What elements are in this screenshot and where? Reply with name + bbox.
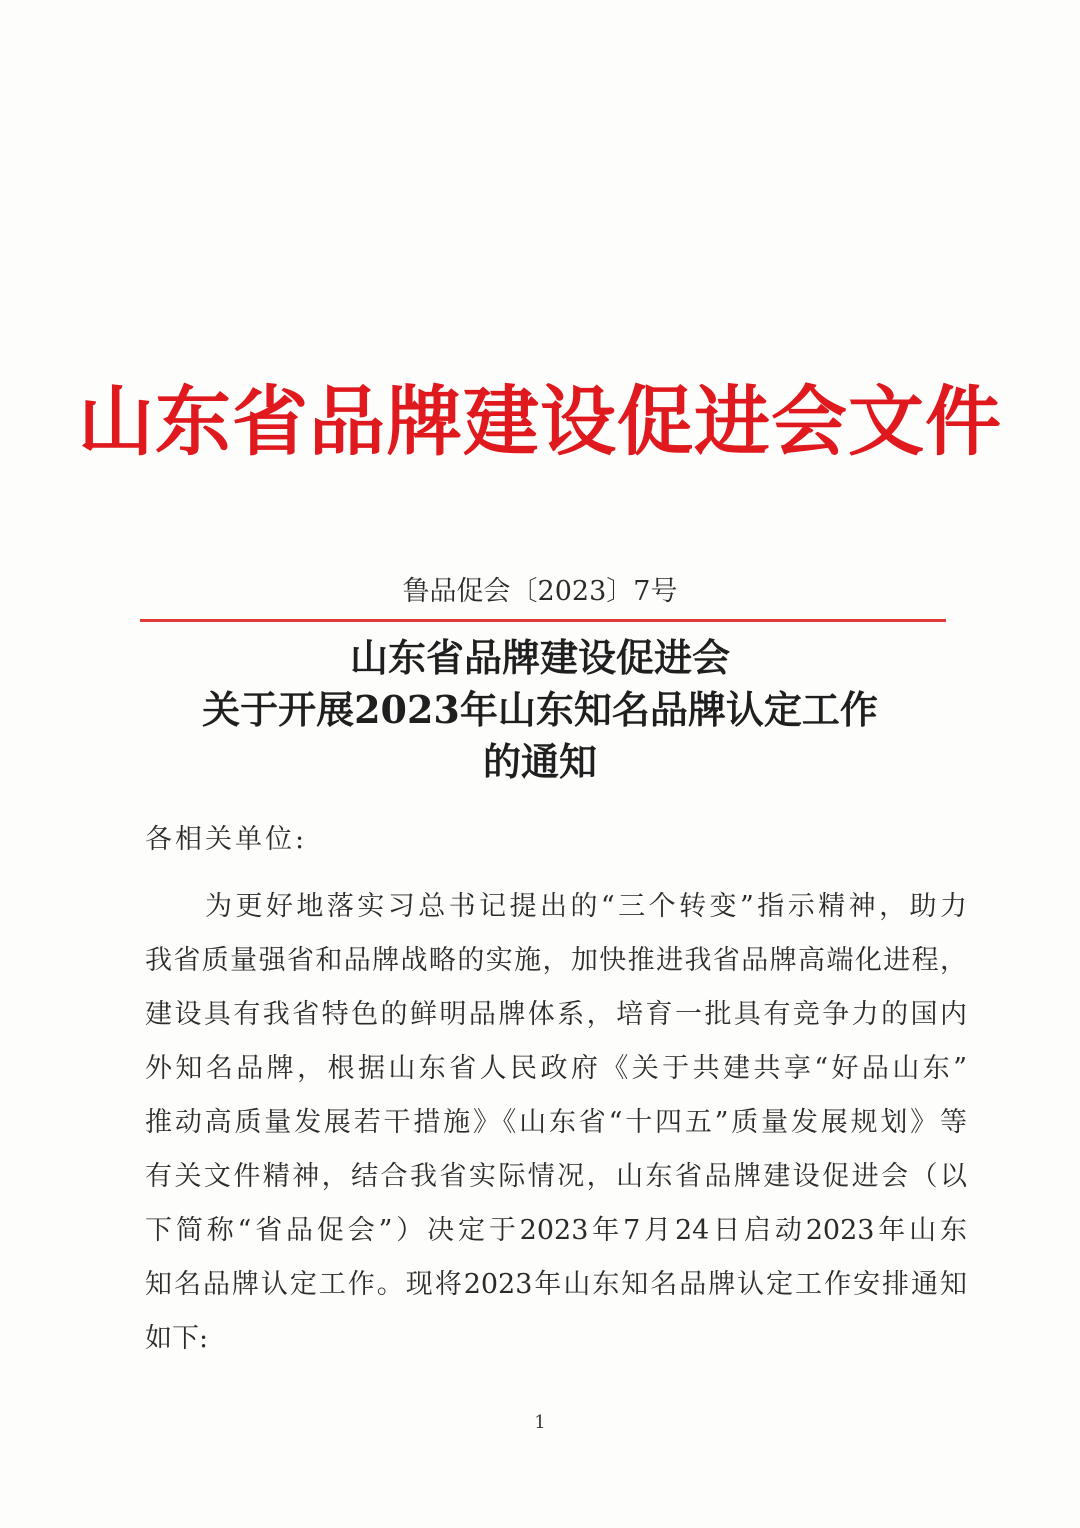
body-paragraph [145,880,967,1366]
body-line: 为更好地落实习总书记提出的“三个转变”指示精神，助力 [205,891,967,922]
body-line: 推动高质量发展若干措施》《山东省“十四五”质量发展规划》等 [145,1107,967,1138]
body-line: 我省质量强省和品牌战略的实施，加快推进我省品牌高端化进程， [145,945,967,976]
body-line: 有关文件精神，结合我省实际情况，山东省品牌建设促进会（以 [145,1161,967,1192]
notice-title-line-1: 山东省品牌建设促进会 [349,635,730,680]
body-line: 外知名品牌，根据山东省人民政府《关于共建共享“好品山东” [145,1053,967,1084]
notice-title [0,632,1080,788]
body-line: 如下: [145,1323,209,1354]
body-line: 建设具有我省特色的鲜明品牌体系，培育一批具有竞争力的国内 [145,999,967,1030]
red-divider-line [140,619,946,622]
salutation: 各相关单位: [145,824,308,855]
body-line: 知名品牌认定工作。现将2023年山东知名品牌认定工作安排通知 [145,1269,967,1300]
document-header-title: 山东省品牌建设促进会文件 [78,377,1002,466]
body-line: 下简称“省品促会”）决定于2023年7月24日启动2023年山东 [145,1215,967,1246]
page-number: 1 [534,1412,546,1433]
notice-title-line-3: 的通知 [482,739,597,784]
notice-title-line-2: 关于开展2023年山东知名品牌认定工作 [202,687,878,732]
document-number: 鲁品促会〔2023〕7号 [402,576,678,607]
